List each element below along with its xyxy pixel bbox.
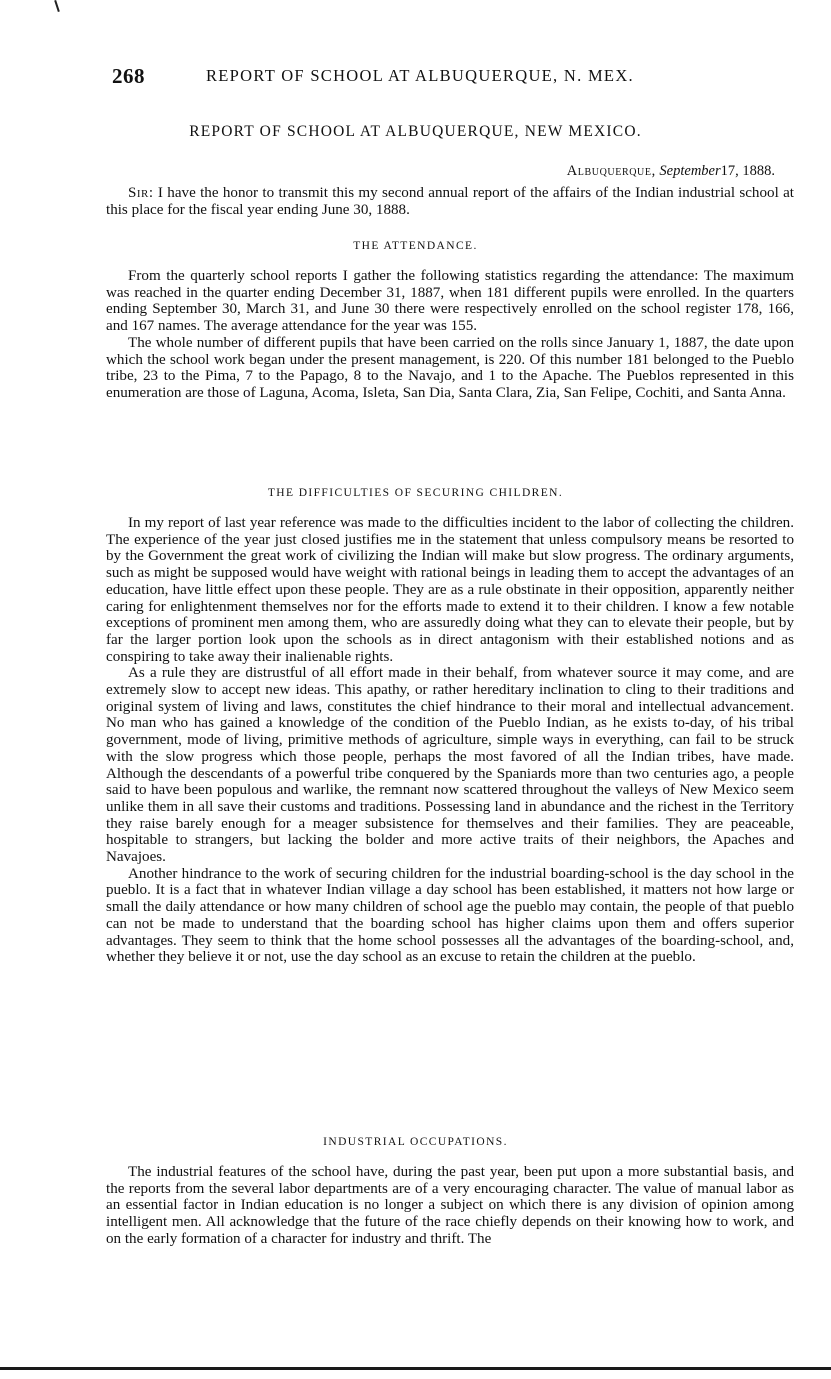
section-difficulties-body (106, 515, 794, 966)
difficulties-paragraph-3: Another hindrance to the work of securing children for the industrial boarding-school is the day school in the pueblo. It is a fact that in whatever Indian village a day school has been established, it matters not how large or small the daily attendance or how many children of school age the pueblo may contain, the people of that pueblo can not be made to understand that the boarding school has higher claims upon them and offers superior advantages. They seem to think that the home school possesses all the advantages of the boarding-school, and, whether they believe it or not, use the day school as an excuse to retain the children at the pueblo. (106, 865, 794, 966)
section-heading-difficulties: THE DIFFICULTIES OF SECURING CHILDREN. (267, 487, 564, 499)
running-header (112, 64, 752, 94)
section-industrial-body (106, 1164, 794, 1248)
attendance-paragraph-2: The whole number of different pupils that have been carried on the rolls since January 1, 1887, the date upon which the school work began under the present management, is 220. Of this number 181 belonged to the Pueblo tribe, 23 to the Pima, 7 to the Papago, 8 to the Navajo, and 1 to the Apache. The Pueblos represented in this enumeration are those of Laguna, Acoma, Isleta, San Dia, Santa Clara, Zia, San Felipe, Cochiti, and Santa Anna. (106, 334, 794, 401)
dateline-month: September (659, 163, 721, 179)
intro-paragraph-block (106, 185, 794, 218)
dateline-place: Albuquerque, (566, 163, 656, 179)
intro-text: I have the honor to transmit this my second annual report of the affairs of the Indian industrial school at this place for the fiscal year ending June 30, 1888. (106, 185, 794, 218)
intro-paragraph (106, 185, 794, 218)
page-number: 268 (112, 64, 145, 88)
running-title: REPORT OF SCHOOL AT ALBUQUERQUE, N. MEX. (206, 66, 634, 85)
section-attendance-body (106, 268, 794, 402)
section-heading-industrial: INDUSTRIAL OCCUPATIONS. (323, 1136, 508, 1148)
attendance-paragraph-1: From the quarterly school reports I gather the following statistics regarding the attendance: The maximum was reached in the quarter ending December 31, 1887, when 181 different pupils were enrolled. In the quarters ending September 30, March 31, and June 30 there were respectively enrolled on the school register 178, 166, and 167 names. The average attendance for the year was 155. (106, 268, 794, 335)
dateline-day-year: 17, 1888. (720, 163, 775, 179)
salutation: Sir: (128, 185, 154, 201)
section-heading-attendance: THE ATTENDANCE. (353, 240, 478, 252)
page-bottom-edge (0, 1367, 831, 1370)
industrial-paragraph-1: The industrial features of the school have, during the past year, been put upon a more substantial basis, and the reports from the several labor departments are of a very encouraging character. The value of manual labor as an essential factor in Indian education is no longer a subject on which there is any division of opinion among intelligent men. All acknowledge that the future of the race chiefly depends on their knowing how to work, and on the early formation of a character for industry and thrift. The (106, 1164, 794, 1247)
difficulties-paragraph-2: As a rule they are distrustful of all effort made in their behalf, from whatever source it may come, and are extremely slow to accept new ideas. This apathy, or rather hereditary inclination to cling to their traditions and original system of living and laws, constitutes the chief hindrance to their moral and intellectual advancement. No man who has gained a knowledge of the condition of the Pueblo Indian, as he exists to-day, of his tribal government, mode of living, primitive methods of agriculture, simple ways in everything, can fail to be struck with the slow progress which those people, perhaps the most favored of all the Indian tribes, have made. Although the descendants of a powerful tribe conquered by the Spaniards more than two centuries ago, a people said to have been populous and warlike, the remnant now scattered throughout the valleys of New Mexico seem unlike them in all save their customs and traditions. Possessing land in abundance and the richest in the Territory they raise barely enough for a meager subsistence for themselves and their families. They are peaceable, hospitable to strangers, but lacking the bolder and more active traits of their neighbors, the Apaches and Navajoes. (106, 665, 794, 866)
scan-mark (54, 0, 60, 12)
dateline (567, 163, 775, 180)
report-title: REPORT OF SCHOOL AT ALBUQUERQUE, NEW MEXICO. (189, 123, 642, 140)
difficulties-paragraph-1: In my report of last year reference was made to the difficulties incident to the labor of collecting the children. The experience of the year just closed justifies me in the statement that unless compulsory means be resorted to by the Government the great work of civilizing the Indian will make but slow progress. The ordinary arguments, such as might be supposed would have weight with rational beings in leading them to accept the advantages of an education, have little effect upon these people. They are as a rule obstinate in their opposition, apparently neither caring for enlightenment themselves nor for the efforts made to extend it to their children. I know a few notable exceptions of prominent men among them, who are assuredly doing what they can to elevate their people, but by far the larger portion look upon the schools as in direct antagonism with their established notions and as conspiring to take away their inalienable rights. (106, 515, 794, 665)
